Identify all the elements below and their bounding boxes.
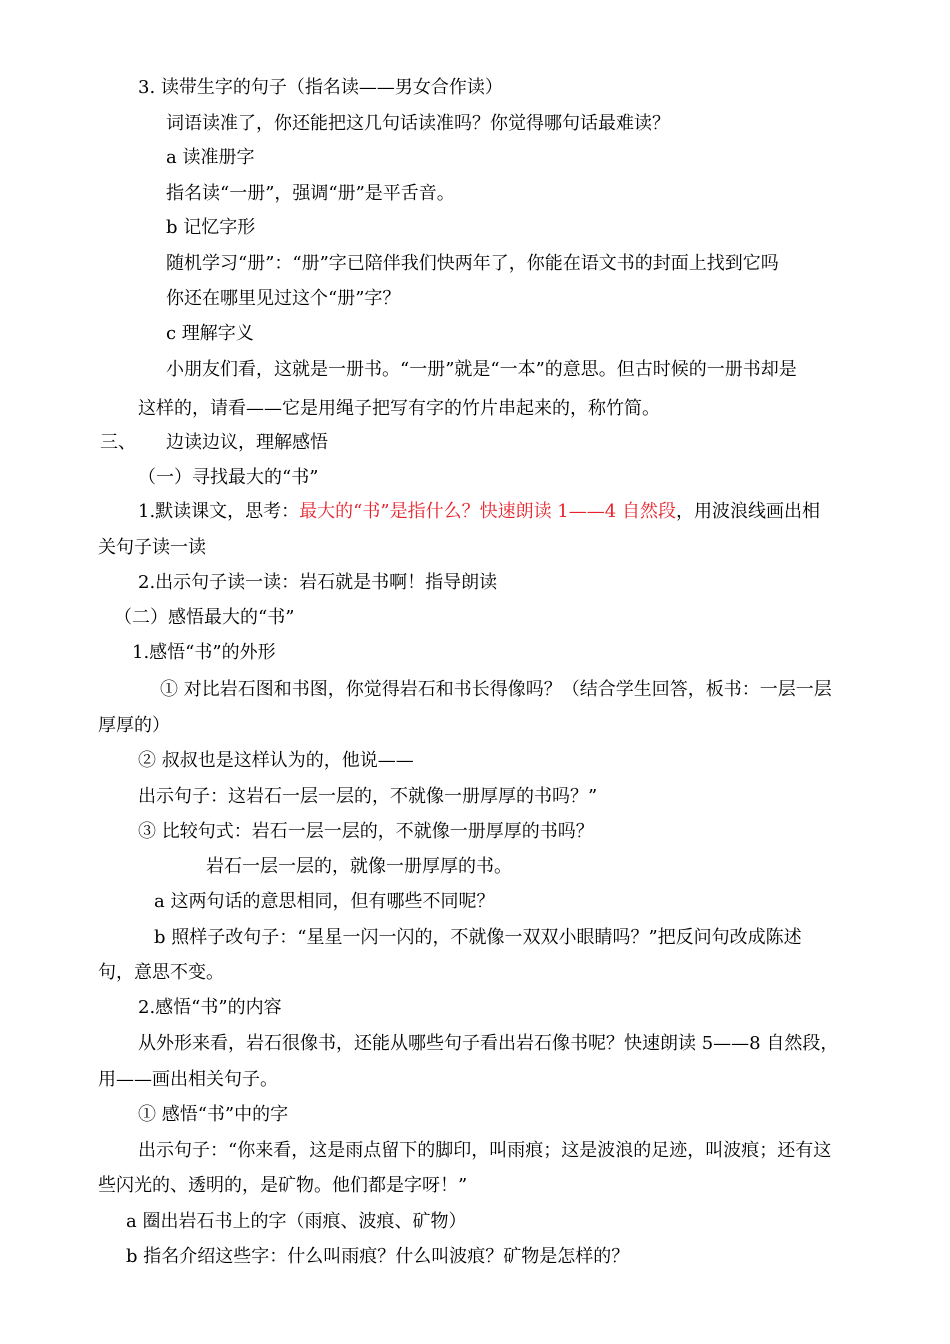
paragraph-line: ① 对比岩石图和书图，你觉得岩石和书长得像吗？（结合学生回答，板书：一层一层 <box>160 679 832 700</box>
section-heading: 边读边议，理解感悟 <box>166 432 328 453</box>
paragraph-line: 你还在哪里见过这个“册”字？ <box>166 288 401 309</box>
text-span: ，用波浪线画出相 <box>675 501 820 522</box>
text-span: 1.默读课文，思考： <box>138 501 300 522</box>
paragraph-line: 用——画出相关句子。 <box>98 1069 278 1090</box>
sub-item-c: c 理解字义 <box>166 323 254 344</box>
paragraph-line: 词语读准了，你还能把这几句话读准吗？你觉得哪句话最难读？ <box>166 113 670 134</box>
sub-item-a: a 读准册字 <box>166 147 255 168</box>
paragraph-line: 这样的，请看——它是用绳子把写有字的竹片串起来的，称竹简。 <box>138 398 660 419</box>
sub-item-b: b 记忆字形 <box>166 217 256 238</box>
paragraph-line: 2.出示句子读一读：岩石就是书啊！指导朗读 <box>138 572 498 593</box>
sub-item-a: a 这两句话的意思相同，但有哪些不同呢？ <box>154 891 495 912</box>
paragraph-line: 厚厚的） <box>98 715 170 736</box>
subsection-heading: （二）感悟最大的“书” <box>114 607 295 628</box>
paragraph-line: 关句子读一读 <box>98 537 206 558</box>
paragraph-line: 出示句子：“你来看，这是雨点留下的脚印，叫雨痕；这是波浪的足迹，叫波痕；还有这 <box>138 1140 832 1161</box>
paragraph-line: 小朋友们看，这就是一册书。“一册”就是“一本”的意思。但古时候的一册书却是 <box>166 359 797 380</box>
paragraph-line: 些闪光的、透明的，是矿物。他们都是字呀！” <box>98 1175 468 1196</box>
item-heading: 2.感悟“书”的内容 <box>138 997 282 1018</box>
paragraph-line: ② 叔叔也是这样认为的，他说—— <box>138 750 414 771</box>
section-number: 三、 <box>100 432 136 453</box>
paragraph-line: ③ 比较句式：岩石一层一层的，不就像一册厚厚的书吗？ <box>138 821 594 842</box>
step-3-heading: 3. 读带生字的句子（指名读——男女合作读） <box>138 77 503 98</box>
paragraph-line: 岩石一层一层的，就像一册厚厚的书。 <box>206 856 512 877</box>
paragraph-line: ① 感悟“书”中的字 <box>138 1104 289 1125</box>
sub-item-a: a 圈出岩石书上的字（雨痕、波痕、矿物） <box>126 1211 467 1232</box>
paragraph-line: 从外形来看，岩石很像书，还能从哪些句子看出岩石像书呢？快速朗读 5——8 自然段， <box>138 1033 839 1054</box>
highlighted-text: 最大的“书”是指什么？快速朗读 1——4 自然段 <box>299 501 676 522</box>
subsection-heading: （一）寻找最大的“书” <box>138 467 319 488</box>
paragraph-line: 指名读“一册”，强调“册”是平舌音。 <box>166 183 455 204</box>
paragraph-line <box>138 500 820 524</box>
paragraph-line: 句，意思不变。 <box>98 962 224 983</box>
paragraph-line: 出示句子：这岩石一层一层的，不就像一册厚厚的书吗？” <box>138 786 598 807</box>
paragraph-line: 随机学习“册”：“册”字已陪伴我们快两年了，你能在语文书的封面上找到它吗 <box>166 253 779 274</box>
sub-item-b: b 指名介绍这些字：什么叫雨痕？什么叫波痕？矿物是怎样的？ <box>126 1246 630 1267</box>
item-heading: 1.感悟“书”的外形 <box>132 642 276 663</box>
sub-item-b: b 照样子改句子：“星星一闪一闪的，不就像一双双小眼睛吗？”把反问句改成陈述 <box>154 927 802 948</box>
